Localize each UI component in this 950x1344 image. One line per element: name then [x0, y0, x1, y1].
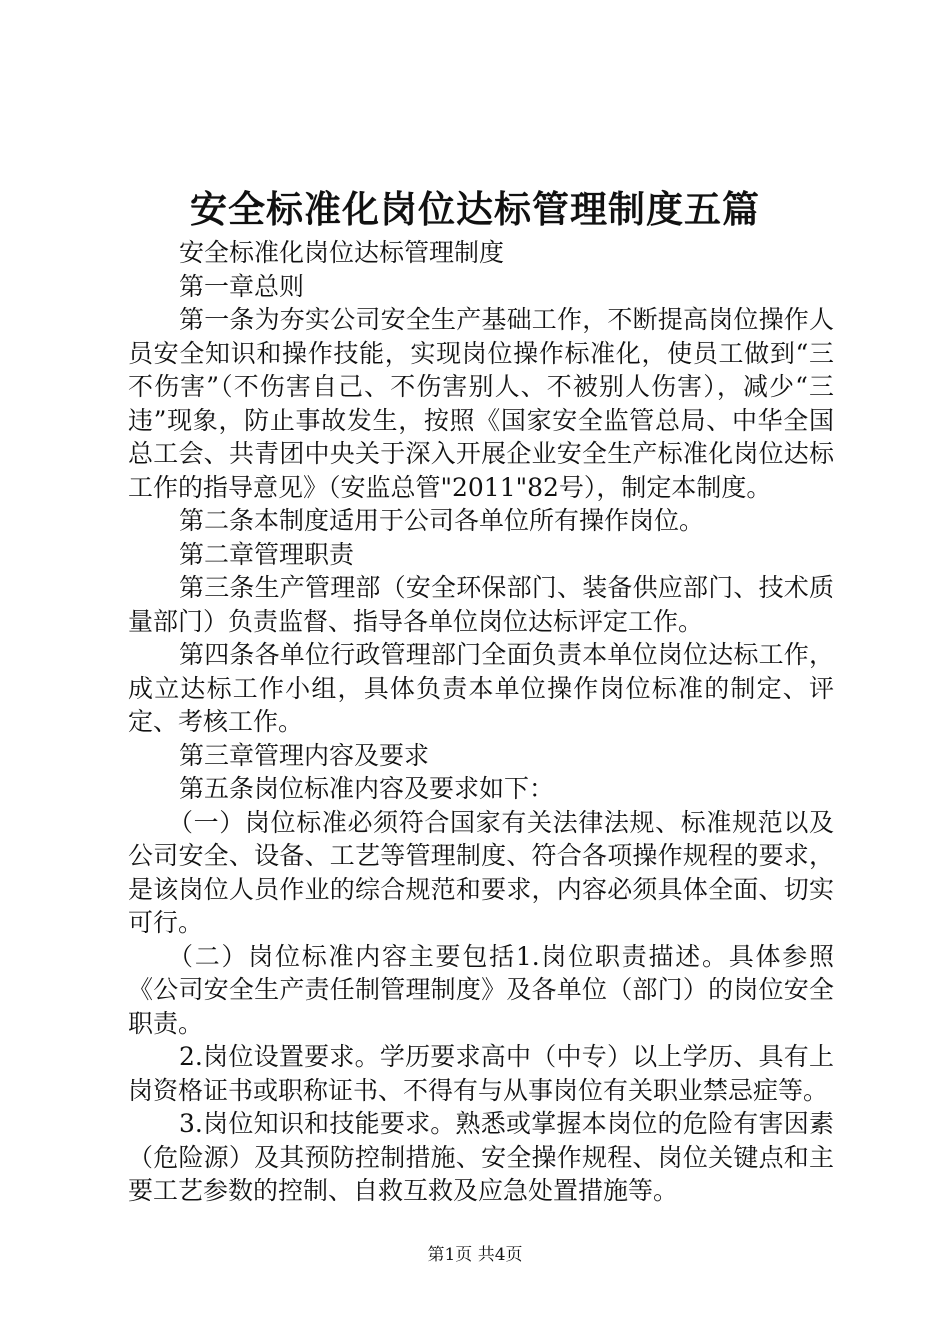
paragraph-chapter-3: 第三章管理内容及要求: [179, 740, 430, 770]
paragraph-article-5: 第五条岗位标准内容及要求如下：: [179, 774, 555, 803]
paragraph-item-1: （一）岗位标准必须符合国家有关法律法规、标准规范以及公司安全、设备、工艺等管理制度、符合各项操作规程的要求，是该岗位人员作业的综合规范和要求，内容必须具体全面、切实可行。: [128, 807, 834, 937]
paragraph-article-3: 第三条生产管理部（安全环保部门、装备供应部门、技术质量部门）负责监督、指导各单位岗位达标评定工作。: [128, 573, 834, 636]
paragraph-subtitle: 安全标准化岗位达标管理制度: [179, 238, 505, 267]
page-number-footer: 第1页 共4页: [427, 1245, 523, 1265]
paragraph-chapter-2: 第二章管理职责: [179, 539, 355, 569]
paragraph-article-4: 第四条各单位行政管理部门全面负责本单位岗位达标工作，成立达标工作小组，具体负责本单位操作岗位标准的制定、评定、考核工作。: [128, 640, 834, 736]
document-body: [128, 236, 834, 1208]
document-title: 安全标准化岗位达标管理制度五篇: [190, 187, 760, 231]
paragraph-item-2-point-2: 2.岗位设置要求。学历要求高中（中专）以上学历、具有上岗资格证书或职称证书、不得有与从事岗位有关职业禁忌症等。: [128, 1042, 834, 1105]
paragraph-article-2: 第二条本制度适用于公司各单位所有操作岗位。: [179, 506, 705, 535]
paragraph-chapter-1: 第一章总则: [179, 271, 305, 301]
paragraph-item-2-point-3: 3.岗位知识和技能要求。熟悉或掌握本岗位的危险有害因素（危险源）及其预防控制措施、安全操作规程、岗位关键点和主要工艺参数的控制、自救互救及应急处置措施等。: [128, 1109, 834, 1205]
paragraph-item-2: （二）岗位标准内容主要包括1.岗位职责描述。具体参照《公司安全生产责任制管理制度》及各单位（部门）的岗位安全职责。: [128, 941, 834, 1038]
paragraph-article-1: 第一条为夯实公司安全生产基础工作，不断提高岗位操作人员安全知识和操作技能，实现岗位操作标准化，使员工做到“三不伤害”（不伤害自己、不伤害别人、不被别人伤害），减少“三违”现象，防止事故发生，按照《国家安全监管总局、中华全国总工会、共青团中央关于深入开展企业安全生产标准化岗位达标工作的指导意见》（安监总管"2011"82号），制定本制度。: [128, 305, 834, 502]
